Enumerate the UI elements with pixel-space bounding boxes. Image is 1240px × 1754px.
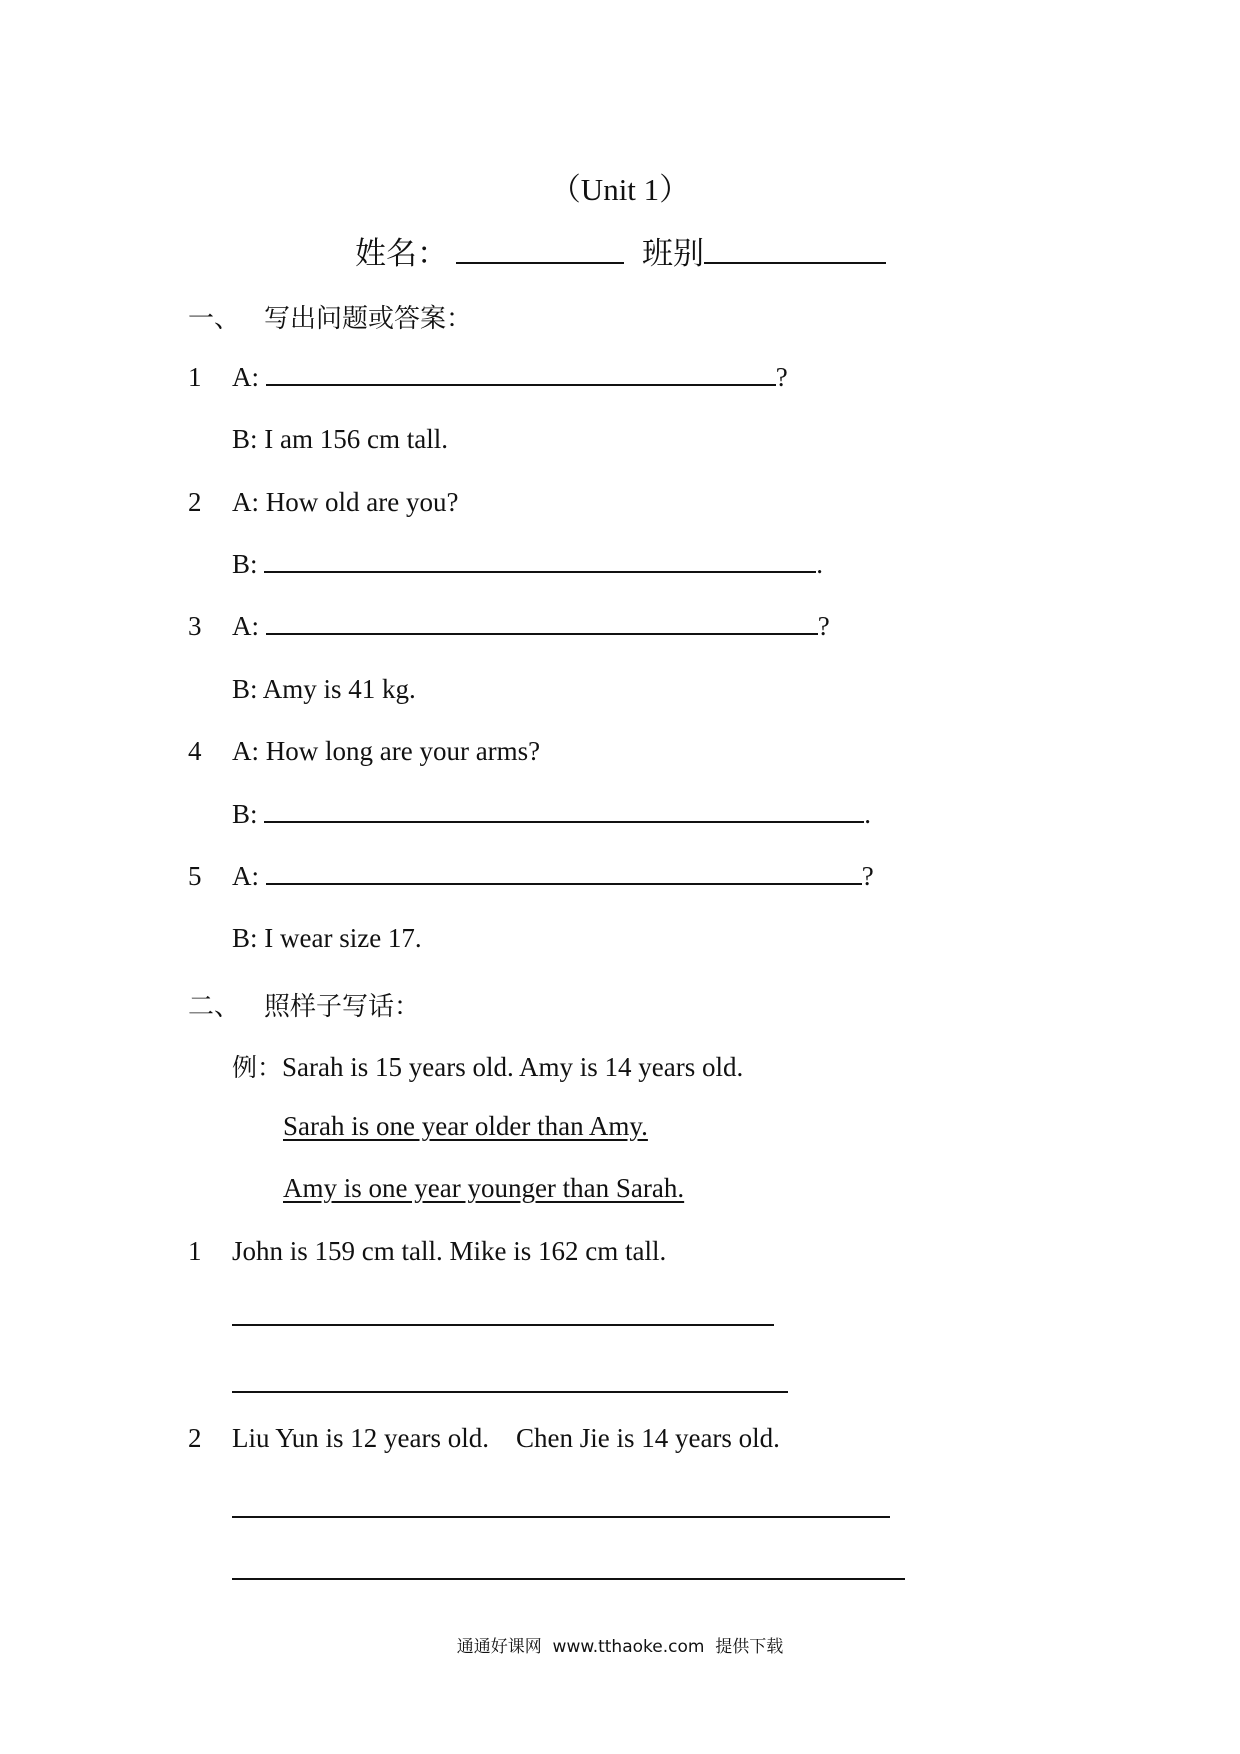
q4-b-label: B: (232, 799, 258, 829)
section-1-title: 写出问题或答案： (264, 304, 473, 334)
q2-a-text: A: How old are you? (232, 487, 459, 517)
section-2-title: 照样子写话： (264, 992, 421, 1022)
q1-b-text: B: I am 156 cm tall. (232, 424, 448, 454)
q4-number: 4 (188, 736, 202, 766)
q3-number: 3 (188, 611, 202, 641)
q1-a-blank[interactable] (266, 362, 776, 386)
q4-a-text: A: How long are your arms? (232, 736, 541, 766)
q3-a-blank[interactable] (266, 611, 818, 635)
class-label: 班别 (642, 236, 704, 272)
name-blank[interactable] (456, 234, 624, 264)
q5-number: 5 (188, 861, 202, 891)
name-class-bar (355, 228, 886, 273)
section-2-heading (188, 986, 420, 1023)
q4-b-blank[interactable] (264, 799, 864, 823)
section-2-number: 二、 (188, 992, 241, 1022)
example-answer-2: Amy is one year younger than Sarah. (283, 1173, 685, 1203)
q4-b-suffix: . (864, 799, 872, 829)
q5-a-line (232, 861, 874, 892)
s2-q2-answer-line-2[interactable] (232, 1578, 905, 1580)
s2-q2-text: Liu Yun is 12 years old. Chen Jie is 14 years old. (232, 1423, 780, 1453)
q1-a-suffix: ? (775, 362, 788, 392)
footer-credit: 通通好课网 www.tthaoke.com 提供下载 (456, 1637, 784, 1657)
s2-q1-answer-line-1[interactable] (232, 1324, 774, 1326)
q5-a-blank[interactable] (266, 861, 862, 885)
q2-number: 2 (188, 487, 202, 517)
s2-q2-number: 2 (188, 1423, 202, 1453)
s2-q1-number: 1 (188, 1236, 202, 1266)
example-answer-1: Sarah is one year older than Amy. (283, 1111, 648, 1141)
q1-number: 1 (188, 362, 202, 392)
s2-q2-answer-line-1[interactable] (232, 1516, 890, 1518)
q5-a-suffix: ? (861, 861, 874, 891)
q1-a-line (232, 362, 788, 393)
q3-a-line (232, 611, 830, 642)
q4-b-line (232, 799, 871, 830)
q2-b-line (232, 549, 823, 580)
class-blank[interactable] (704, 234, 886, 264)
example-text: Sarah is 15 years old. Amy is 14 years old. (282, 1052, 744, 1082)
q5-b-text: B: I wear size 17. (232, 923, 422, 953)
section-1-number: 一、 (188, 304, 241, 334)
q1-a-label: A: (232, 362, 259, 392)
s2-q1-text: John is 159 cm tall. Mike is 162 cm tall. (232, 1236, 667, 1266)
q2-b-label: B: (232, 549, 258, 579)
s2-q1-answer-line-2[interactable] (232, 1391, 788, 1393)
q3-b-text: B: Amy is 41 kg. (232, 674, 416, 704)
example-line (232, 1048, 743, 1084)
q2-b-suffix: . (816, 549, 824, 579)
worksheet-title: （Unit 1） (549, 172, 691, 207)
name-label: 姓名： (355, 236, 448, 272)
section-1-heading (188, 298, 472, 335)
example-label: 例： (232, 1053, 283, 1082)
q3-a-suffix: ? (817, 611, 830, 641)
q2-b-blank[interactable] (264, 549, 816, 573)
q3-a-label: A: (232, 611, 259, 641)
q5-a-label: A: (232, 861, 259, 891)
